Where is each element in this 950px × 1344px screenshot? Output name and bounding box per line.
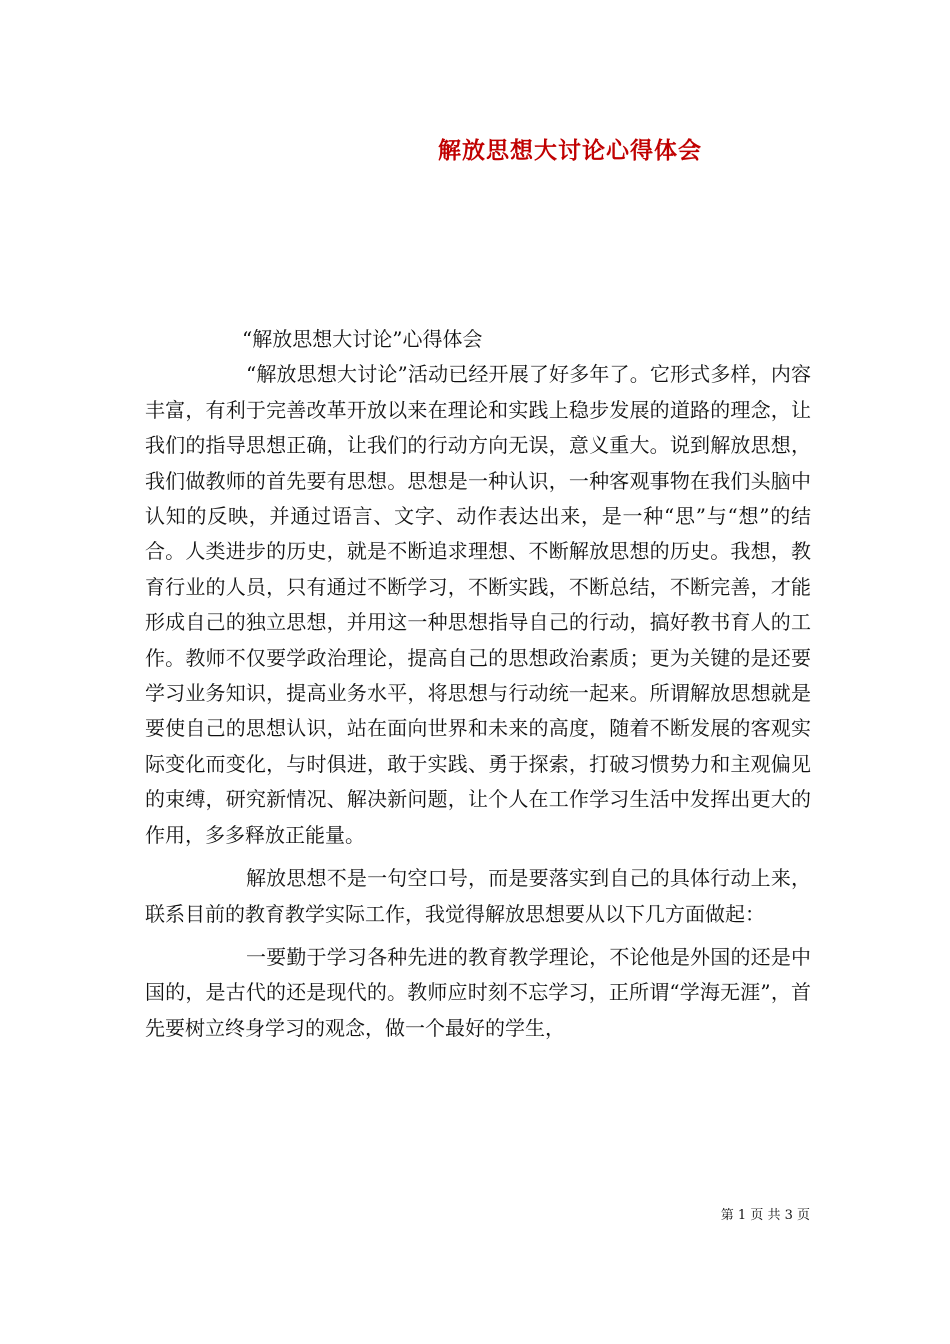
page-footer: 第 1 页 共 3 页	[720, 1208, 810, 1223]
paragraph-1: “解放思想大讨论”活动已经开展了好多年了。它形式多样，内容丰富，有利于完善改革开放以来在理论和实践上稳步发展的道路的理念，让我们的指导思想正确，让我们的行动方向无误，意义重大。说到解放思想，我们做教师的首先要有思想。思想是一种认识，一种客观事物在我们头脑中认知的反映，并通过语言、文字、动作表达出来，是一种“思”与“想”的结合。人类进步的历史，就是不断追求理想、不断解放思想的历史。我想，教育行业的人员，只有通过不断学习，不断实践，不断总结，不断完善，才能形成自己的独立思想，并用这一种思想指导自己的行动，搞好教书育人的工作。教师不仅要学政治理论，提高自己的思想政治素质；更为关键的是还要学习业务知识，提高业务水平，将思想与行动统一起来。所谓解放思想就是要使自己的思想认识，站在面向世界和未来的高度，随着不断发展的客观实际变化而变化，与时俱进，敢于实践、勇于探索，打破习惯势力和主观偏见的束缚，研究新情况、解决新问题，让个人在工作学习生活中发挥出更大的作用，多多释放正能量。	[145, 362, 811, 847]
paragraph-3: 一要勤于学习各种先进的教育教学理论，不论他是外国的还是中国的，是古代的还是现代的。教师应时刻不忘学习，正所谓“学海无涯”，首先要树立终身学习的观念，做一个最好的学生，	[145, 944, 811, 1040]
subtitle: “解放思想大讨论”心得体会	[242, 327, 483, 351]
page-title: 解放思想大讨论心得体会	[438, 137, 702, 164]
document-body	[145, 322, 811, 1046]
paragraph-2: 解放思想不是一句空口号，而是要落实到自己的具体行动上来，联系目前的教育教学实际工作，我觉得解放思想要从以下几方面做起：	[145, 866, 811, 926]
